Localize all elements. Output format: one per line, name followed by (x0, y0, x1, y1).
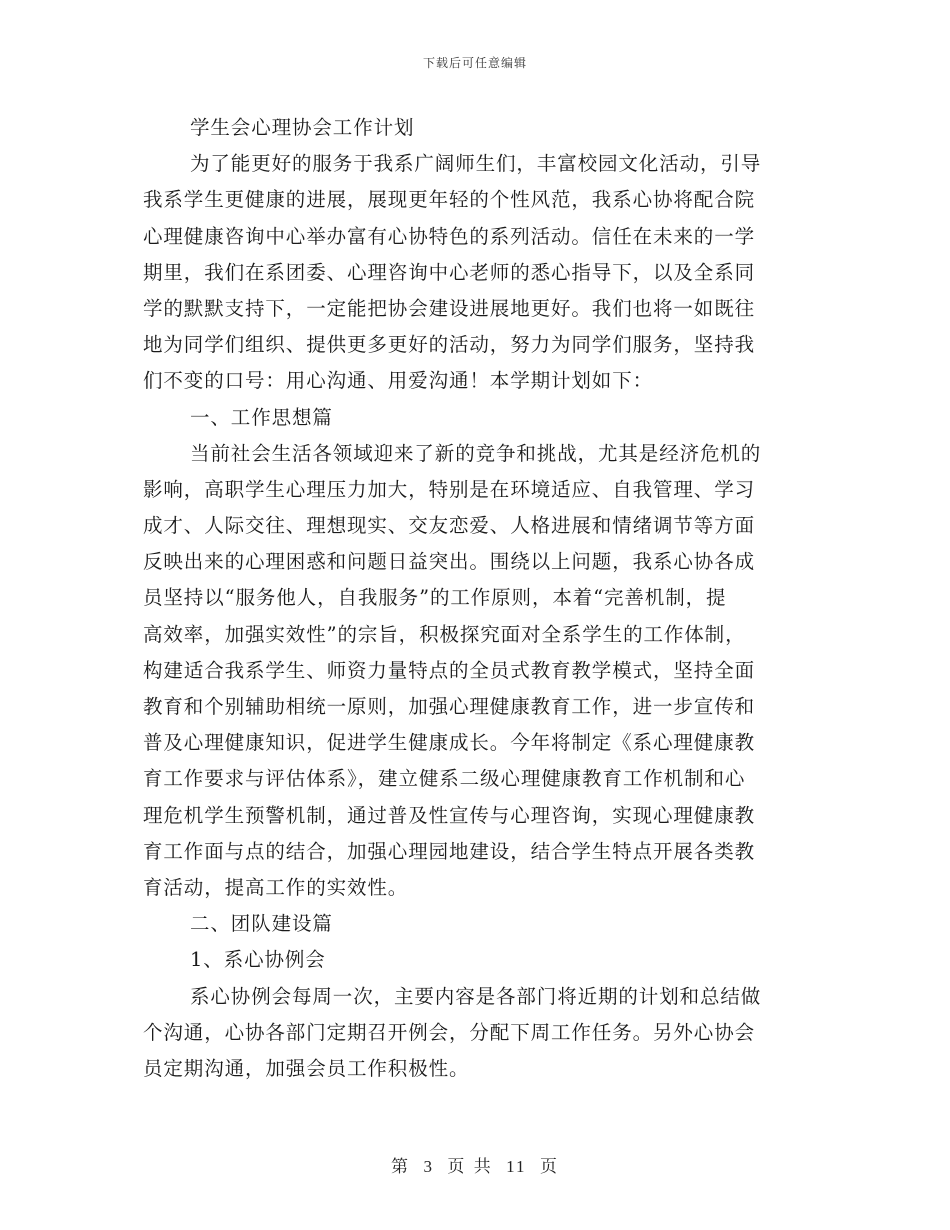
text-line: 育工作要求与评估体系》，建立健系二级心理健康教育工作机制和心 (143, 767, 746, 791)
text-line: 理危机学生预警机制，通过普及性宣传与心理咨询，实现心理健康教 (143, 803, 756, 827)
text-line: 反映出来的心理困惑和问题日益突出。围绕以上问题，我系心协各成 (143, 550, 756, 574)
footer-middle: 页 共 (447, 1157, 493, 1177)
text-line: 高效率，加强实效性”的宗旨，积极探究面对全系学生的工作体制， (143, 622, 746, 646)
footer-prefix: 第 (391, 1157, 411, 1177)
text-line: 1、系心协例会 (190, 948, 326, 972)
text-line: 心理健康咨询中心举办富有心协特色的系列活动。信任在未来的一学 (143, 224, 756, 248)
text-line: 影响，高职学生心理压力加大，特别是在环境适应、自我管理、学习 (143, 477, 756, 501)
page-footer (0, 1152, 950, 1177)
text-line: 构建适合我系学生、师资力量特点的全员式教育教学模式，坚持全面 (143, 658, 756, 682)
text-line: 员坚持以“服务他人，自我服务”的工作原则，本着“完善机制，提 (143, 586, 727, 610)
text-line: 一、工作思想篇 (190, 405, 333, 429)
text-line: 二、团队建设篇 (190, 912, 333, 936)
text-line: 们不变的口号：用心沟通、用爱沟通！本学期计划如下： (143, 369, 654, 393)
text-line: 当前社会生活各领域迎来了新的竞争和挑战，尤其是经济危机的 (190, 441, 762, 465)
footer-suffix: 页 (539, 1157, 559, 1177)
text-line: 个沟通，心协各部门定期召开例会，分配下周工作任务。另外心协会 (143, 1020, 756, 1044)
document-title: 学生会心理协会工作计划 (190, 116, 415, 139)
text-line: 成才、人际交往、理想现实、交友恋爱、人格进展和情绪调节等方面 (143, 514, 756, 538)
document-body (143, 110, 808, 1087)
text-line: 学的默默支持下，一定能把协会建设进展地更好。我们也将一如既往 (143, 296, 756, 320)
text-line: 员定期沟通，加强会员工作积极性。 (143, 1056, 470, 1080)
text-line: 育工作面与点的结合，加强心理园地建设，结合学生特点开展各类教 (143, 839, 756, 863)
footer-total-pages: 11 (506, 1157, 527, 1176)
header-note: 下载后可任意编辑 (422, 56, 527, 70)
text-line: 我系学生更健康的进展，展现更年轻的个性风范，我系心协将配合院 (143, 188, 756, 212)
text-line: 系心协例会每周一次，主要内容是各部门将近期的计划和总结做 (190, 984, 762, 1008)
text-line: 育活动，提高工作的实效性。 (143, 875, 409, 899)
text-line: 期里，我们在系团委、心理咨询中心老师的悉心指导下，以及全系同 (143, 260, 756, 284)
text-line: 地为同学们组织、提供更多更好的活动，努力为同学们服务，坚持我 (143, 333, 756, 357)
footer-page-number: 3 (423, 1157, 434, 1176)
text-line: 为了能更好的服务于我系广阔师生们，丰富校园文化活动，引导 (190, 152, 762, 176)
text-line: 教育和个别辅助相统一原则，加强心理健康教育工作，进一步宣传和 (143, 695, 756, 718)
text-line: 普及心理健康知识，促进学生健康成长。今年将制定《系心理健康教 (143, 731, 756, 755)
